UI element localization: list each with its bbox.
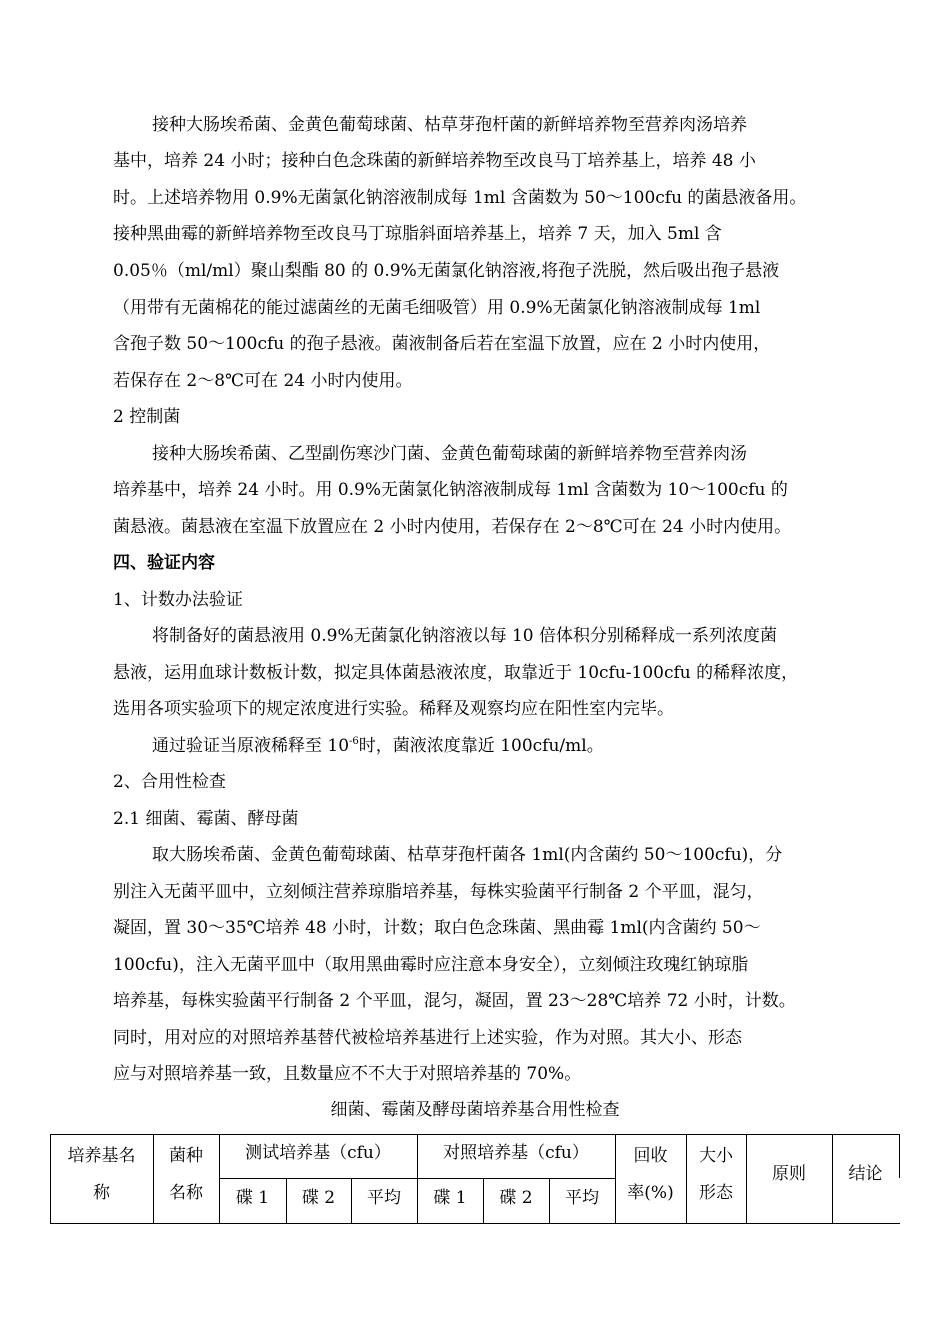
text-line: 培养基中，培养 24 小时。用 0.9%无菌氯化钠溶液制成每 1ml 含菌数为 10～100cfu 的 xyxy=(113,480,788,500)
heading-control-bacteria: 2 控制菌 xyxy=(113,407,181,427)
dilution-text-post: 时，菌液浓度靠近 100cfu/ml。 xyxy=(358,736,604,756)
text-line: 接种大肠埃希菌、乙型副伤寒沙门菌、金黄色葡萄球菌的新鲜培养物至营养肉汤 xyxy=(152,444,747,464)
header-test-average: 平均 xyxy=(367,1188,401,1208)
header-principle: 原则 xyxy=(772,1164,806,1184)
header-medium-name: 培养基名 xyxy=(67,1146,136,1166)
text-line: 凝固，置 30～35℃培养 48 小时，计数；取白色念珠菌、黑曲霉 1ml(内含菌约 50～ xyxy=(113,918,761,938)
text-line: 接种黑曲霉的新鲜培养物至改良马丁琼脂斜面培养基上，培养 7 天，加入 5ml 含 xyxy=(113,224,722,244)
header-test-dish-2: 碟 2 xyxy=(301,1188,336,1208)
header-size-shape-cont: 形态 xyxy=(699,1183,733,1203)
text-line: 接种大肠埃希菌、金黄色葡萄球菌、枯草芽孢杆菌的新鲜培养物至营养肉汤培养 xyxy=(152,115,747,135)
text-line: 菌悬液。菌悬液在室温下放置应在 2 小时内使用，若保存在 2～8℃可在 24 小时内使用。 xyxy=(113,517,792,537)
header-control-dish-1: 碟 1 xyxy=(433,1188,467,1208)
text-line: 别注入无菌平皿中，立刻倾注营养琼脂培养基，每株实验菌平行制备 2 个平皿，混匀， xyxy=(113,882,764,902)
suitability-table xyxy=(50,1134,900,1224)
header-size-shape: 大小 xyxy=(699,1146,733,1166)
header-recovery-rate-cont: 率(%) xyxy=(627,1183,674,1203)
header-strain: 菌种 xyxy=(169,1146,203,1166)
text-line: 时。上述培养物用 0.9%无菌氯化钠溶液制成每 1ml 含菌数为 50～100cfu 的菌悬液备用。 xyxy=(113,188,807,208)
table-border-top xyxy=(50,1134,900,1135)
table-border-right xyxy=(899,1134,900,1178)
heading-bacteria-fungi: 2.1 细菌、霉菌、酵母菌 xyxy=(113,809,299,829)
text-line: （用带有无菌棉花的能过滤菌丝的无菌毛细吸管）用 0.9%无菌氯化钠溶液制成每 1ml xyxy=(113,298,761,318)
dilution-text-pre: 通过验证当原液稀释至 10 xyxy=(152,736,350,756)
heading-section-4: 四、验证内容 xyxy=(113,553,215,573)
text-line: 应与对照培养基一致，且数量应不不大于对照培养基的 70%。 xyxy=(113,1064,582,1084)
header-strain-cont: 名称 xyxy=(169,1183,203,1203)
text-line: 选用各项实验项下的规定浓度进行实验。稀释及观察均应在阳性室内完毕。 xyxy=(113,699,674,719)
heading-count-method: 1、计数办法验证 xyxy=(113,590,243,610)
text-line: 培养基，每株实验菌平行制备 2 个平皿，混匀，凝固，置 23～28℃培养 72 小时，计数。 xyxy=(113,991,796,1011)
table-border-bottom xyxy=(50,1223,900,1224)
dilution-exponent: -6 xyxy=(349,736,359,747)
text-line: 同时，用对应的对照培养基替代被检培养基进行上述实验，作为对照。其大小、形态 xyxy=(113,1028,742,1048)
text-line: 0.05％（ml/ml）聚山梨酯 80 的 0.9%无菌氯化钠溶液,将孢子洗脱，然后吸出孢子悬液 xyxy=(113,261,780,281)
table-caption: 细菌、霉菌及酵母菌培养基合用性检查 xyxy=(330,1100,620,1120)
text-line: 100cfu)，注入无菌平皿中（取用黑曲霉时应注意本身安全），立刻倾注玫瑰红钠琼脂 xyxy=(113,955,749,975)
text-line-dilution xyxy=(152,734,892,758)
header-control-medium: 对照培养基（cfu） xyxy=(443,1143,589,1163)
text-line: 取大肠埃希菌、金黄色葡萄球菌、枯草芽孢杆菌各 1ml(内含菌约 50～100cfu)，分 xyxy=(152,845,783,865)
heading-suitability: 2、合用性检查 xyxy=(113,772,226,792)
header-medium-name-cont: 称 xyxy=(93,1183,110,1203)
header-control-average: 平均 xyxy=(565,1188,599,1208)
text-line: 悬液，运用血球计数板计数，拟定具体菌悬液浓度，取靠近于 10cfu-100cfu 的稀释浓度， xyxy=(113,663,799,683)
text-line: 含孢子数 50～100cfu 的孢子悬液。菌液制备后若在室温下放置，应在 2 小时内使用， xyxy=(113,334,771,354)
text-line: 将制备好的菌悬液用 0.9%无菌氯化钠溶液以每 10 倍体积分别稀释成一系列浓度菌 xyxy=(152,626,778,646)
text-line: 基中，培养 24 小时；接种白色念珠菌的新鲜培养物至改良马丁培养基上，培养 48 小 xyxy=(113,151,756,171)
header-conclusion: 结论 xyxy=(848,1164,883,1184)
header-control-dish-2: 碟 2 xyxy=(499,1188,533,1208)
text-line: 若保存在 2～8℃可在 24 小时内使用。 xyxy=(113,371,413,391)
header-test-medium: 测试培养基（cfu） xyxy=(245,1143,391,1163)
header-recovery-rate: 回收 xyxy=(633,1146,668,1166)
header-test-dish-1: 碟 1 xyxy=(235,1188,270,1208)
